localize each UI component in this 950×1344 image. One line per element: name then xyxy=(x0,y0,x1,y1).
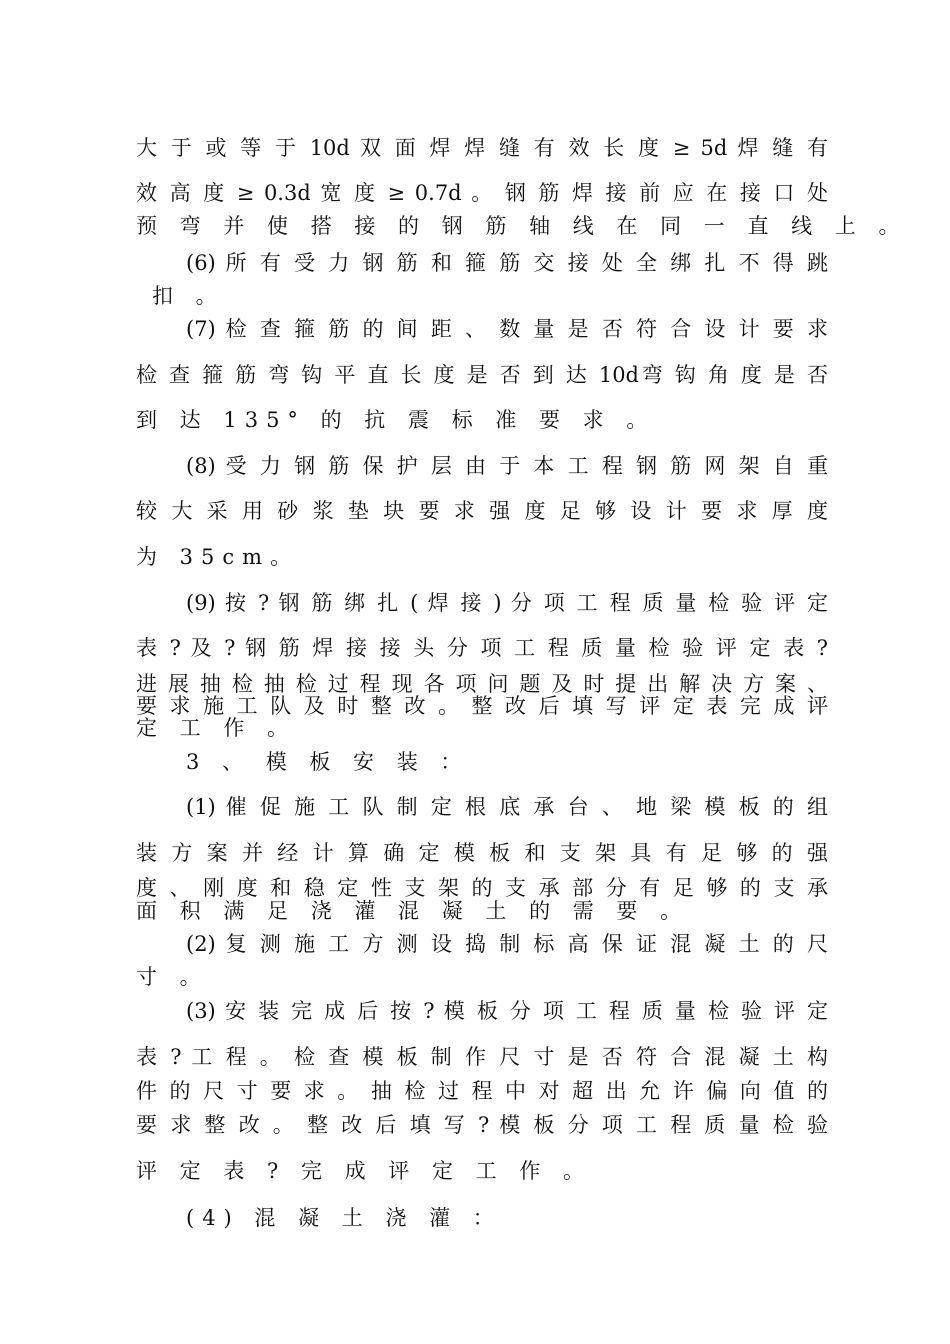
text-line: 要 求 施 工 队 及 时 整 改 。 整 改 后 填 写 评 定 表 完 成 评 xyxy=(136,694,828,718)
text-line: 面 积 满 足 浇 灌 混 凝 土 的 需 要 。 xyxy=(136,899,690,923)
text-line: (8) 受 力 钢 筋 保 护 层 由 于 本 工 程 钢 筋 网 架 自 重 xyxy=(186,454,828,478)
text-line: (6) 所 有 受 力 钢 筋 和 箍 筋 交 接 处 全 绑 扎 不 得 跳 xyxy=(186,251,828,275)
text-line: (4) 混 凝 土 浇 灌 ： xyxy=(186,1206,502,1230)
text-line: (2) 复 测 施 工 方 测 设 捣 制 标 高 保 证 混 凝 土 的 尺 xyxy=(186,932,828,956)
text-line: 要 求 整 改 。 整 改 后 填 写 ? 模 板 分 项 工 程 质 量 检 验 xyxy=(136,1113,828,1137)
text-line: 效 高 度 ≥ 0.3d 宽 度 ≥ 0.7d 。 钢 筋 焊 接 前 应 在 接 口 处 xyxy=(136,181,828,205)
text-line: 进 展 抽 检 抽 检 过 程 现 各 项 问 题 及 时 提 出 解 决 方 案 、 xyxy=(136,672,828,696)
text-line: 件 的 尺 寸 要 求 。 抽 检 过 程 中 对 超 出 允 许 偏 向 值 的 xyxy=(136,1079,828,1103)
section-heading: 3 、 模 板 安 装 ： xyxy=(186,750,470,774)
text-line: 大 于 或 等 于 10d 双 面 焊 焊 缝 有 效 长 度 ≥ 5d 焊 缝 有 xyxy=(136,136,828,160)
text-line: 较 大 采 用 砂 浆 垫 块 要 求 强 度 足 够 设 计 要 求 厚 度 xyxy=(136,499,828,523)
text-line: 为 35cm。 xyxy=(136,545,300,569)
text-line: 扣 。 xyxy=(152,284,225,308)
text-line: 表 ? 工 程 。 检 查 模 板 制 作 尺 寸 是 否 符 合 混 凝 土 构 xyxy=(136,1045,828,1069)
text-line: (3) 安 装 完 成 后 按 ? 模 板 分 项 工 程 质 量 检 验 评 定 xyxy=(186,999,828,1023)
text-line: 寸 。 xyxy=(136,965,209,989)
text-line: (1) 催 促 施 工 队 制 定 根 底 承 台 、 地 梁 模 板 的 组 xyxy=(186,795,828,819)
text-line: 装 方 案 并 经 计 算 确 定 模 板 和 支 架 具 有 足 够 的 强 xyxy=(136,841,828,865)
text-line: 检 查 箍 筋 弯 钩 平 直 长 度 是 否 到 达 10d弯 钩 角 度 是 否 xyxy=(136,363,828,387)
text-line: 预 弯 并 使 搭 接 的 钢 筋 轴 线 在 同 一 直 线 上 。 xyxy=(136,214,908,238)
text-line: 度 、 刚 度 和 稳 定 性 支 架 的 支 承 部 分 有 足 够 的 支 承 xyxy=(136,876,828,900)
text-line: (9) 按 ? 钢 筋 绑 扎 ( 焊 接 ) 分 项 工 程 质 量 检 验 评 定 xyxy=(186,591,828,615)
text-line: 表 ? 及 ? 钢 筋 焊 接 接 头 分 项 工 程 质 量 检 验 评 定 表 ? xyxy=(136,636,828,660)
text-line: 定 工 作 。 xyxy=(136,716,297,740)
text-line: 到 达 135° 的 抗 震 标 准 要 求 。 xyxy=(136,408,656,432)
text-line: (7) 检 查 箍 筋 的 间 距 、 数 量 是 否 符 合 设 计 要 求 xyxy=(186,317,828,341)
text-line: 评 定 表 ? 完 成 评 定 工 作 。 xyxy=(136,1159,593,1183)
